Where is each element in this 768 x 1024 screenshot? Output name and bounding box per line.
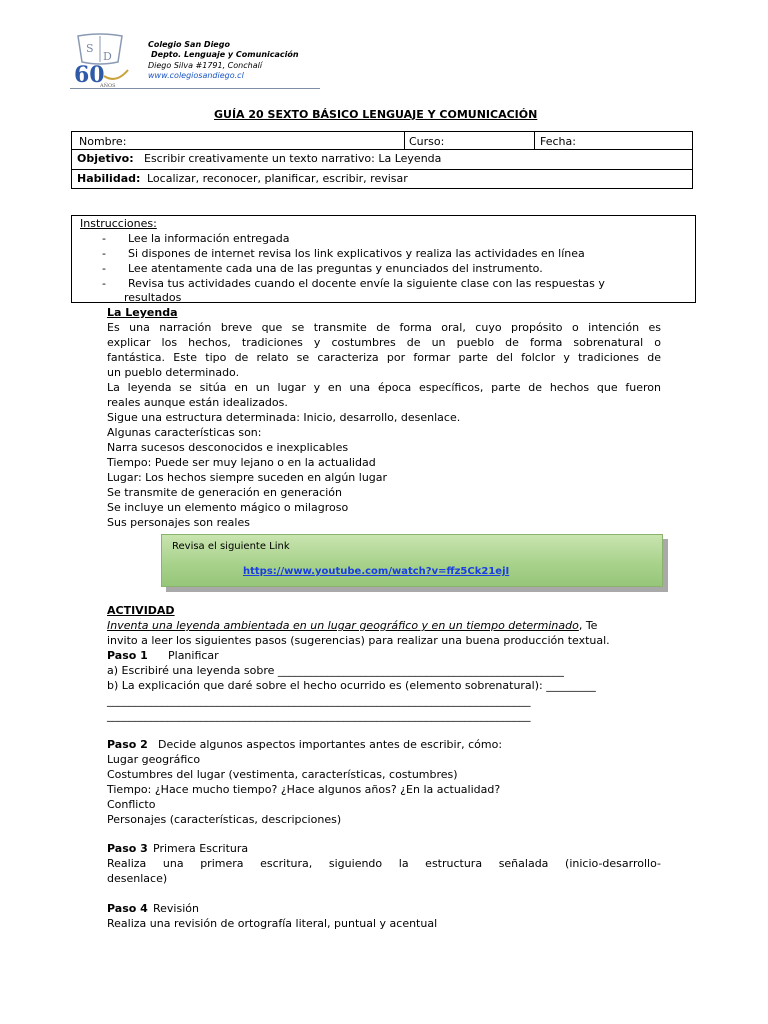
fecha-label: Fecha: (540, 135, 576, 148)
nombre-label: Nombre: (79, 135, 127, 148)
paso4-label: Paso 4 (107, 902, 148, 915)
school-address: Diego Silva #1791, Conchalí (148, 61, 263, 70)
habilidad-text: Localizar, reconocer, planificar, escribir, revisar (147, 172, 408, 185)
actividad-intro-task: Inventa una leyenda ambientada en un lugar geográfico y en un tiempo determinado (107, 619, 579, 632)
paso1-b: b) La explicación que daré sobre el hecho ocurrido es (elemento sobrenatural): _________ (107, 679, 596, 692)
department-name: Depto. Lenguaje y Comunicación (151, 50, 299, 59)
paso2-item: Conflicto (107, 798, 156, 811)
paso3-title: Primera Escritura (153, 842, 249, 855)
feature-item: Sus personajes son reales (107, 516, 250, 529)
school-name: Colegio San Diego (148, 40, 230, 49)
paso4-title: Revisión (153, 902, 199, 915)
info-table (71, 131, 693, 189)
logo-letter-s: S (86, 42, 94, 55)
objetivo-text: Escribir creativamente un texto narrativo: La Leyenda (144, 152, 442, 165)
paso3-text-line: desenlace) (107, 872, 168, 885)
features-heading: Algunas características son: (107, 426, 262, 439)
leyenda-p1-line: un pueblo determinado. (107, 366, 240, 379)
feature-item: Se transmite de generación en generación (107, 486, 342, 499)
school-website[interactable]: www.colegiosandiego.cl (148, 71, 244, 80)
logo-caption: AÑOS (100, 83, 116, 88)
paso2-item: Costumbres del lugar (vestimenta, características, costumbres) (107, 768, 458, 781)
leyenda-p2-line: reales aunque están idealizados. (107, 396, 288, 409)
instruction-item: Si dispones de internet revisa los link explicativos y realiza las actividades en línea (128, 247, 585, 260)
leyenda-heading: La Leyenda (107, 306, 178, 319)
youtube-link[interactable]: https://www.youtube.com/watch?v=ffz5Ck21ejI (243, 566, 510, 577)
paso4-text: Realiza una revisión de ortografía literal, puntual y acentual (107, 917, 438, 930)
link-box (161, 534, 663, 587)
leyenda-p3: Sigue una estructura determinada: Inicio, desarrollo, desenlace. (107, 411, 461, 424)
paso1-label: Paso 1 (107, 649, 148, 662)
paso1-a: a) Escribiré una leyenda sobre ____________________________________________________ (107, 664, 564, 677)
leyenda-p2-line: La leyenda se sitúa en un lugar y en una época específicos, parte de hechos que fueron (107, 381, 661, 394)
answer-line[interactable]: _____________________________________________________________________________ (107, 694, 531, 707)
paso3-text-line: Realiza una primera escritura, siguiendo la estructura señalada (inicio-desarrollo- (107, 857, 661, 870)
feature-item: Se incluye un elemento mágico o milagroso (107, 501, 349, 514)
actividad-intro-line2: invito a leer los siguientes pasos (sugerencias) para realizar una buena producción textual. (107, 634, 610, 647)
instruction-item: Lee la información entregada (128, 232, 290, 245)
answer-line[interactable]: _____________________________________________________________________________ (107, 709, 531, 722)
feature-item: Tiempo: Puede ser muy lejano o en la actualidad (107, 456, 376, 469)
instruction-item: Lee atentamente cada una de las preguntas y enunciados del instrumento. (128, 262, 543, 275)
school-logo (70, 32, 130, 88)
habilidad-label: Habilidad: (77, 172, 141, 185)
actividad-intro (107, 618, 661, 633)
curso-label: Curso: (409, 135, 445, 148)
instruction-item-continued: resultados (124, 291, 182, 304)
logo-letter-d: D (103, 50, 112, 63)
paso2-item: Lugar geográfico (107, 753, 201, 766)
paso2-label: Paso 2 (107, 738, 148, 751)
feature-item: Lugar: Los hechos siempre suceden en algún lugar (107, 471, 388, 484)
instruction-item: Revisa tus actividades cuando el docente envíe la siguiente clase con las respuestas y (128, 277, 605, 290)
objetivo-label: Objetivo: (77, 152, 134, 165)
paso3-label: Paso 3 (107, 842, 148, 855)
paso2-title: Decide algunos aspectos importantes antes de escribir, cómo: (158, 738, 503, 751)
paso1-title: Planificar (168, 649, 219, 662)
instructions-box: Instrucciones: - Lee la información entregada - Si dispones de internet revisa los link explicativos y realiza las actividades en línea - Lee atentamente cada una de las preguntas y enunciados del instrumento. - Revisa tus actividades cuando el docente envíe la siguiente clase con las respuestas y resultados (71, 215, 696, 303)
instructions-heading: Instrucciones: (80, 217, 157, 230)
leyenda-p1-line: explicar los hechos, tradiciones y costumbres de un pueblo de forma sobrenatural o (107, 336, 661, 349)
paso2-item: Personajes (características, descripciones) (107, 813, 342, 826)
paso2-item: Tiempo: ¿Hace mucho tiempo? ¿Hace algunos años? ¿En la actualidad? (107, 783, 501, 796)
leyenda-p1-line: fantástica. Este tipo de relato se caracteriza por formar parte del folclor y tradiciones de (107, 351, 661, 364)
leyenda-p1-line: Es una narración breve que se transmite de forma oral, cuyo propósito o intención es (107, 321, 661, 334)
logo-number: 60 (74, 62, 105, 88)
actividad-intro-rest: , Te (578, 619, 598, 632)
link-label: Revisa el siguiente Link (172, 541, 290, 552)
feature-item: Narra sucesos desconocidos e inexplicables (107, 441, 349, 454)
actividad-heading: ACTIVIDAD (107, 604, 175, 617)
page-title: GUÍA 20 SEXTO BÁSICO LENGUAJE Y COMUNICACIÓN (214, 108, 538, 121)
